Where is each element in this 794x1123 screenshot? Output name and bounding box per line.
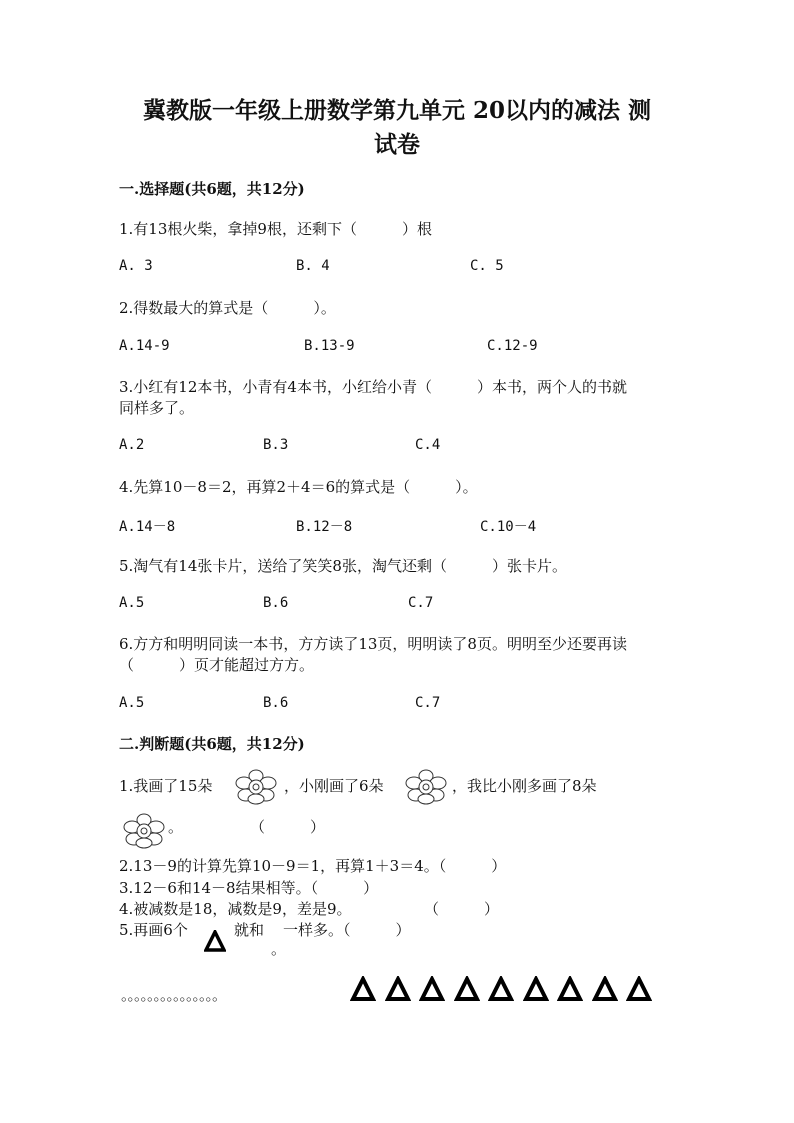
option-c[interactable]: C.10－4 (480, 519, 537, 535)
option-c[interactable]: C. 5 (470, 258, 504, 274)
page-title-line2: 试卷 (374, 131, 420, 158)
option-b[interactable]: B.13-9 (304, 338, 355, 354)
option-a[interactable]: A.5 (119, 595, 145, 611)
judge-q1-part1: 1.我画了15朵 (119, 777, 213, 795)
option-a[interactable]: A.2 (119, 437, 145, 453)
judge-q5-part2: 就和 (234, 921, 265, 939)
triangle-icon (454, 976, 480, 1002)
question-2: 2.得数最大的算式是（ ）。 (119, 299, 336, 317)
question-4: 4.先算10－8＝2，再算2＋4＝6的算式是（ ）。 (119, 478, 478, 496)
judge-q2: 2.13－9的计算先算10－9＝1，再算1＋3＝4。（ ） (119, 857, 507, 875)
judge-q1-part4: 。 (168, 818, 184, 836)
triangle-icon (204, 930, 226, 952)
triangle-icon (419, 976, 445, 1002)
flower-icon (234, 768, 278, 806)
section-heading-choice: 一.选择题(共6题，共12分) (119, 180, 305, 198)
question-3-line1: 3.小红有12本书，小青有4本书，小红给小青（ ）本书，两个人的书就 (119, 378, 627, 396)
judge-q3: 3.12－6和14－8结果相等。（ ） (119, 879, 379, 897)
question-3-line2: 同样多了。 (119, 399, 195, 417)
judge-q1-answer-blank[interactable]: （ ） (250, 818, 326, 836)
flower-icon (404, 768, 448, 806)
option-b[interactable]: B. 4 (296, 258, 330, 274)
option-c[interactable]: C.7 (408, 595, 434, 611)
triangle-icon (626, 976, 652, 1002)
section-heading-judge: 二.判断题(共6题，共12分) (119, 735, 305, 753)
flower-icon (122, 812, 166, 850)
option-a[interactable]: A.14-9 (119, 338, 170, 354)
option-a[interactable]: A.14－8 (119, 519, 176, 535)
option-b[interactable]: B.6 (263, 695, 289, 711)
triangle-icon (523, 976, 549, 1002)
triangle-row (350, 976, 660, 1006)
judge-q1-part2: ，小刚画了6朵 (284, 777, 384, 795)
option-b[interactable]: B.6 (263, 595, 289, 611)
triangle-icon (350, 976, 376, 1002)
judge-q5-part1: 5.再画6个 (119, 921, 188, 939)
option-a[interactable]: A. 3 (119, 258, 153, 274)
judge-q5-part3: 一样多。（ ） (283, 921, 411, 939)
circle-row: 。。。。。。。。。。。。。。。 (121, 986, 227, 1004)
triangle-icon (385, 976, 411, 1002)
question-5: 5.淘气有14张卡片，送给了笑笑8张，淘气还剩（ ）张卡片。 (119, 557, 567, 575)
circle-icon: 。 (271, 940, 287, 958)
option-c[interactable]: C.7 (415, 695, 441, 711)
question-1: 1.有13根火柴，拿掉9根，还剩下（ ）根 (119, 220, 432, 238)
question-6-line1: 6.方方和明明同读一本书，方方读了13页，明明读了8页。明明至少还要再读 (119, 635, 627, 653)
triangle-icon (592, 976, 618, 1002)
judge-q4: 4.被减数是18，减数是9，差是9。 (119, 900, 352, 918)
judge-q4-answer-blank[interactable]: （ ） (424, 900, 500, 918)
option-c[interactable]: C.4 (415, 437, 441, 453)
option-b[interactable]: B.12－8 (296, 519, 353, 535)
option-c[interactable]: C.12-9 (487, 338, 538, 354)
triangle-icon (488, 976, 514, 1002)
judge-q1-part3: ，我比小刚多画了8朵 (452, 777, 597, 795)
page-title-line1: 冀教版一年级上册数学第九单元 20以内的减法 测 (142, 97, 652, 124)
question-6-line2: （ ）页才能超过方方。 (119, 656, 315, 674)
option-b[interactable]: B.3 (263, 437, 289, 453)
triangle-icon (557, 976, 583, 1002)
option-a[interactable]: A.5 (119, 695, 145, 711)
